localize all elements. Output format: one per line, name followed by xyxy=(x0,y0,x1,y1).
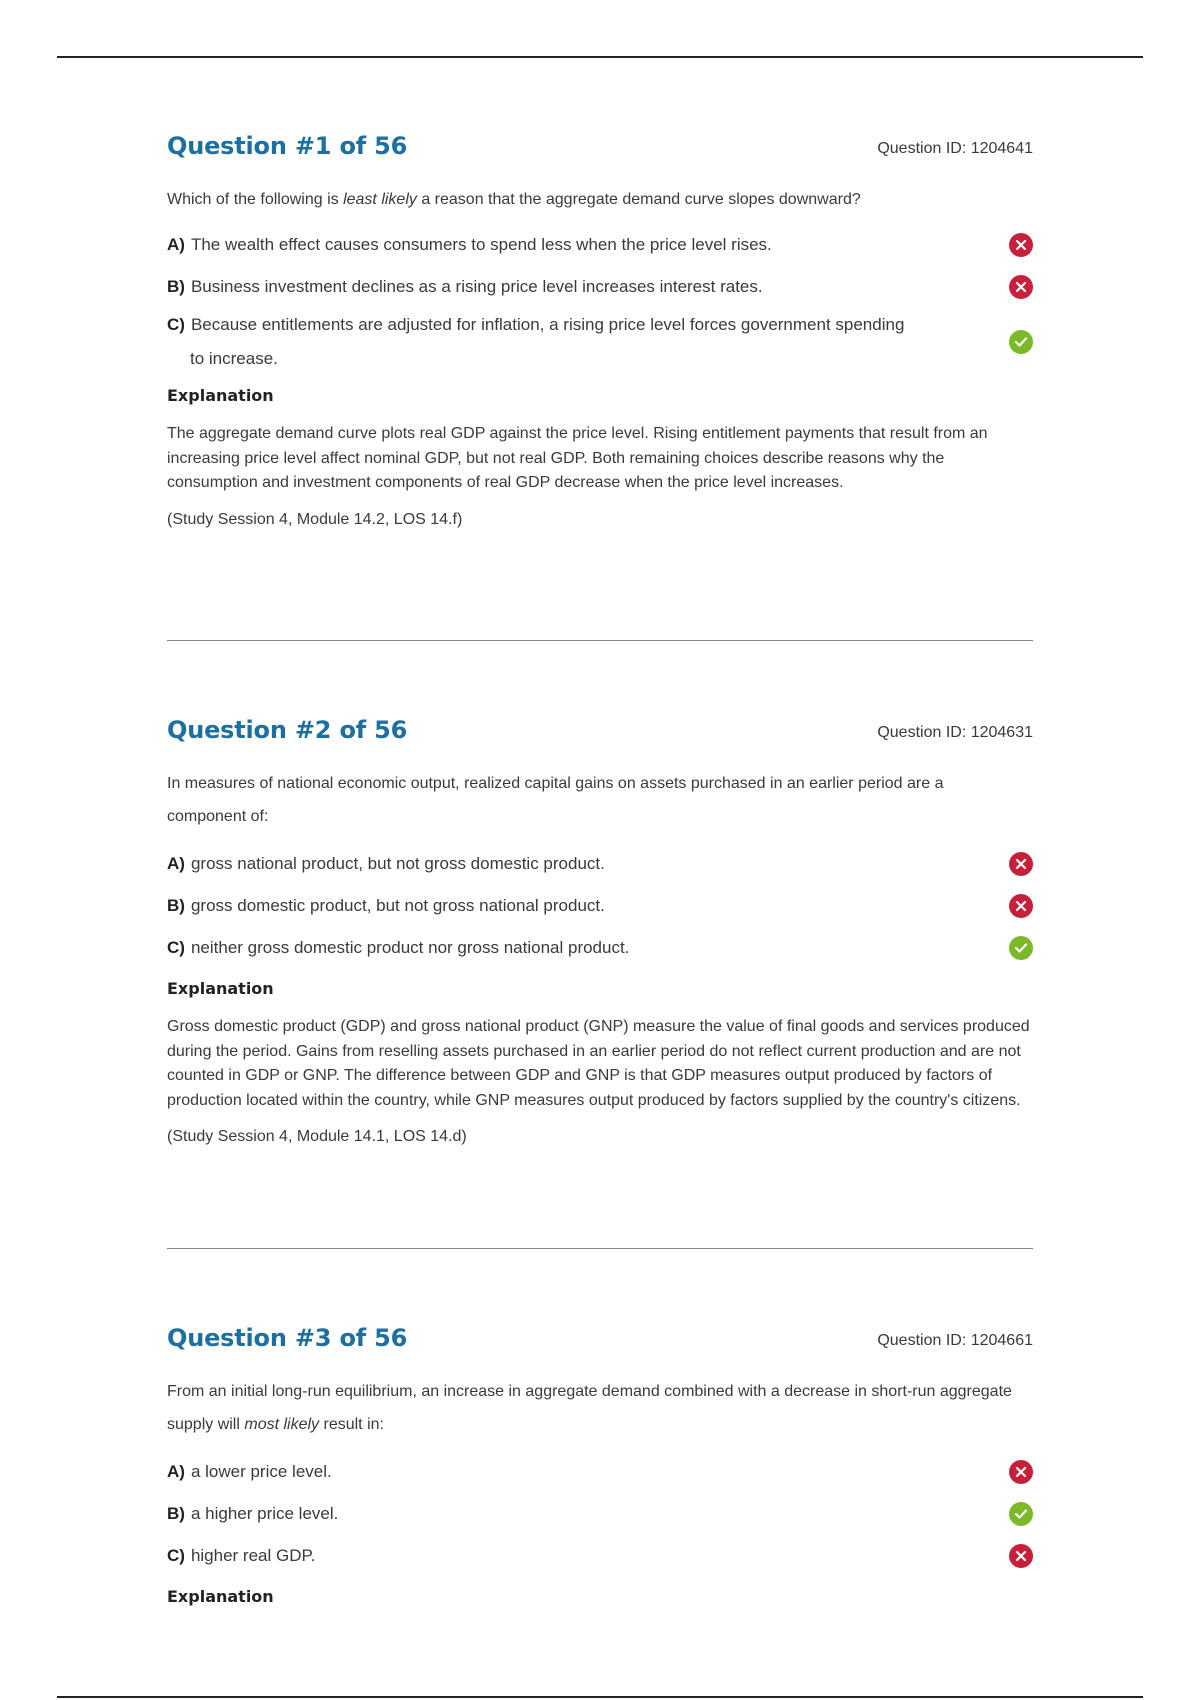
option-text: a lower price level. xyxy=(190,1462,332,1481)
x-circle-icon xyxy=(1009,275,1033,299)
check-circle-icon xyxy=(1009,936,1033,960)
option-letter: C) xyxy=(167,1546,185,1565)
option-text: Because entitlements are adjusted for inflation, a rising price level forces government spending xyxy=(190,315,905,334)
explanation-heading: Explanation xyxy=(167,386,274,405)
explanation-text: The aggregate demand curve plots real GDP against the price level. Rising entitlement payments that result from an increasing price level affect nominal GDP, but not real GDP. Both remaining choices describe reasons why the consumption and investment components of real GDP decrease when the price level increases. xyxy=(167,425,988,491)
option-letter: B) xyxy=(167,277,185,296)
page-bottom-rule xyxy=(57,1696,1143,1698)
x-circle-icon xyxy=(1009,852,1033,876)
check-circle-icon xyxy=(1009,1502,1033,1526)
question-title: Question #3 of 56 xyxy=(167,1324,408,1352)
answer-option-a[interactable] xyxy=(167,1451,1033,1493)
answer-options xyxy=(167,224,1033,376)
option-text: neither gross domestic product nor gross national product. xyxy=(190,938,630,957)
answer-options xyxy=(167,843,1033,969)
check-circle-icon xyxy=(1009,330,1033,354)
answer-option-c[interactable] xyxy=(167,927,1033,969)
explanation-text: Gross domestic product (GDP) and gross national product (GNP) measure the value of final goods and services produced during the period. Gains from reselling assets purchased in an earlier period do not reflect current production and are not counted in GDP or GNP. The difference between GDP and GNP is that GDP measures output produced by factors of production located within the country, while GNP measures output produced by factors supplied by the country's citizens. xyxy=(167,1018,1030,1109)
question-1 xyxy=(167,132,1033,529)
option-letter: B) xyxy=(167,896,185,915)
x-circle-icon xyxy=(1009,1544,1033,1568)
option-text: The wealth effect causes consumers to spend less when the price level rises. xyxy=(190,235,772,254)
explanation-heading: Explanation xyxy=(167,979,274,998)
option-text: Business investment declines as a rising price level increases interest rates. xyxy=(190,277,763,296)
question-header xyxy=(167,1324,1033,1358)
question-id: Question ID: 1204631 xyxy=(877,724,1033,741)
explanation-heading: Explanation xyxy=(167,1587,274,1606)
question-id: Question ID: 1204641 xyxy=(877,140,1033,157)
answer-option-a[interactable] xyxy=(167,224,1033,266)
option-text: gross domestic product, but not gross national product. xyxy=(190,896,605,915)
answer-option-b[interactable] xyxy=(167,885,1033,927)
option-text: a higher price level. xyxy=(190,1504,339,1523)
question-divider xyxy=(167,1248,1033,1249)
x-circle-icon xyxy=(1009,1460,1033,1484)
option-letter: C) xyxy=(167,315,185,334)
answer-options xyxy=(167,1451,1033,1577)
stem-emphasis: least likely xyxy=(343,191,417,208)
answer-option-b[interactable] xyxy=(167,266,1033,308)
question-stem: Which of the following is least likely a reason that the aggregate demand curve slopes downward? xyxy=(167,191,861,208)
option-text-continuation: to increase. xyxy=(190,349,278,368)
question-divider xyxy=(167,640,1033,641)
stem-emphasis: most likely xyxy=(244,1416,320,1433)
study-reference: (Study Session 4, Module 14.2, LOS 14.f) xyxy=(167,510,463,528)
question-stem: In measures of national economic output, realized capital gains on assets purchased in an earlier period are a component of: xyxy=(167,775,944,825)
answer-option-c[interactable] xyxy=(167,308,1033,376)
question-title: Question #2 of 56 xyxy=(167,716,408,744)
page-top-rule xyxy=(57,56,1143,58)
x-circle-icon xyxy=(1009,894,1033,918)
option-text: gross national product, but not gross domestic product. xyxy=(190,854,605,873)
option-letter: A) xyxy=(167,1462,185,1481)
question-stem: From an initial long-run equilibrium, an increase in aggregate demand combined with a decrease in short-run aggregate supply will most likely result in: xyxy=(167,1383,1012,1433)
question-id: Question ID: 1204661 xyxy=(877,1332,1033,1349)
option-letter: A) xyxy=(167,235,185,254)
option-letter: C) xyxy=(167,938,185,957)
option-text: higher real GDP. xyxy=(190,1546,316,1565)
question-title: Question #1 of 56 xyxy=(167,132,408,160)
question-2 xyxy=(167,716,1033,1146)
x-circle-icon xyxy=(1009,233,1033,257)
answer-option-c[interactable] xyxy=(167,1535,1033,1577)
answer-option-a[interactable] xyxy=(167,843,1033,885)
question-3 xyxy=(167,1324,1033,1606)
option-letter: B) xyxy=(167,1504,185,1523)
option-letter: A) xyxy=(167,854,185,873)
study-reference: (Study Session 4, Module 14.1, LOS 14.d) xyxy=(167,1128,467,1145)
question-header xyxy=(167,716,1033,750)
answer-option-b[interactable] xyxy=(167,1493,1033,1535)
question-header xyxy=(167,132,1033,166)
